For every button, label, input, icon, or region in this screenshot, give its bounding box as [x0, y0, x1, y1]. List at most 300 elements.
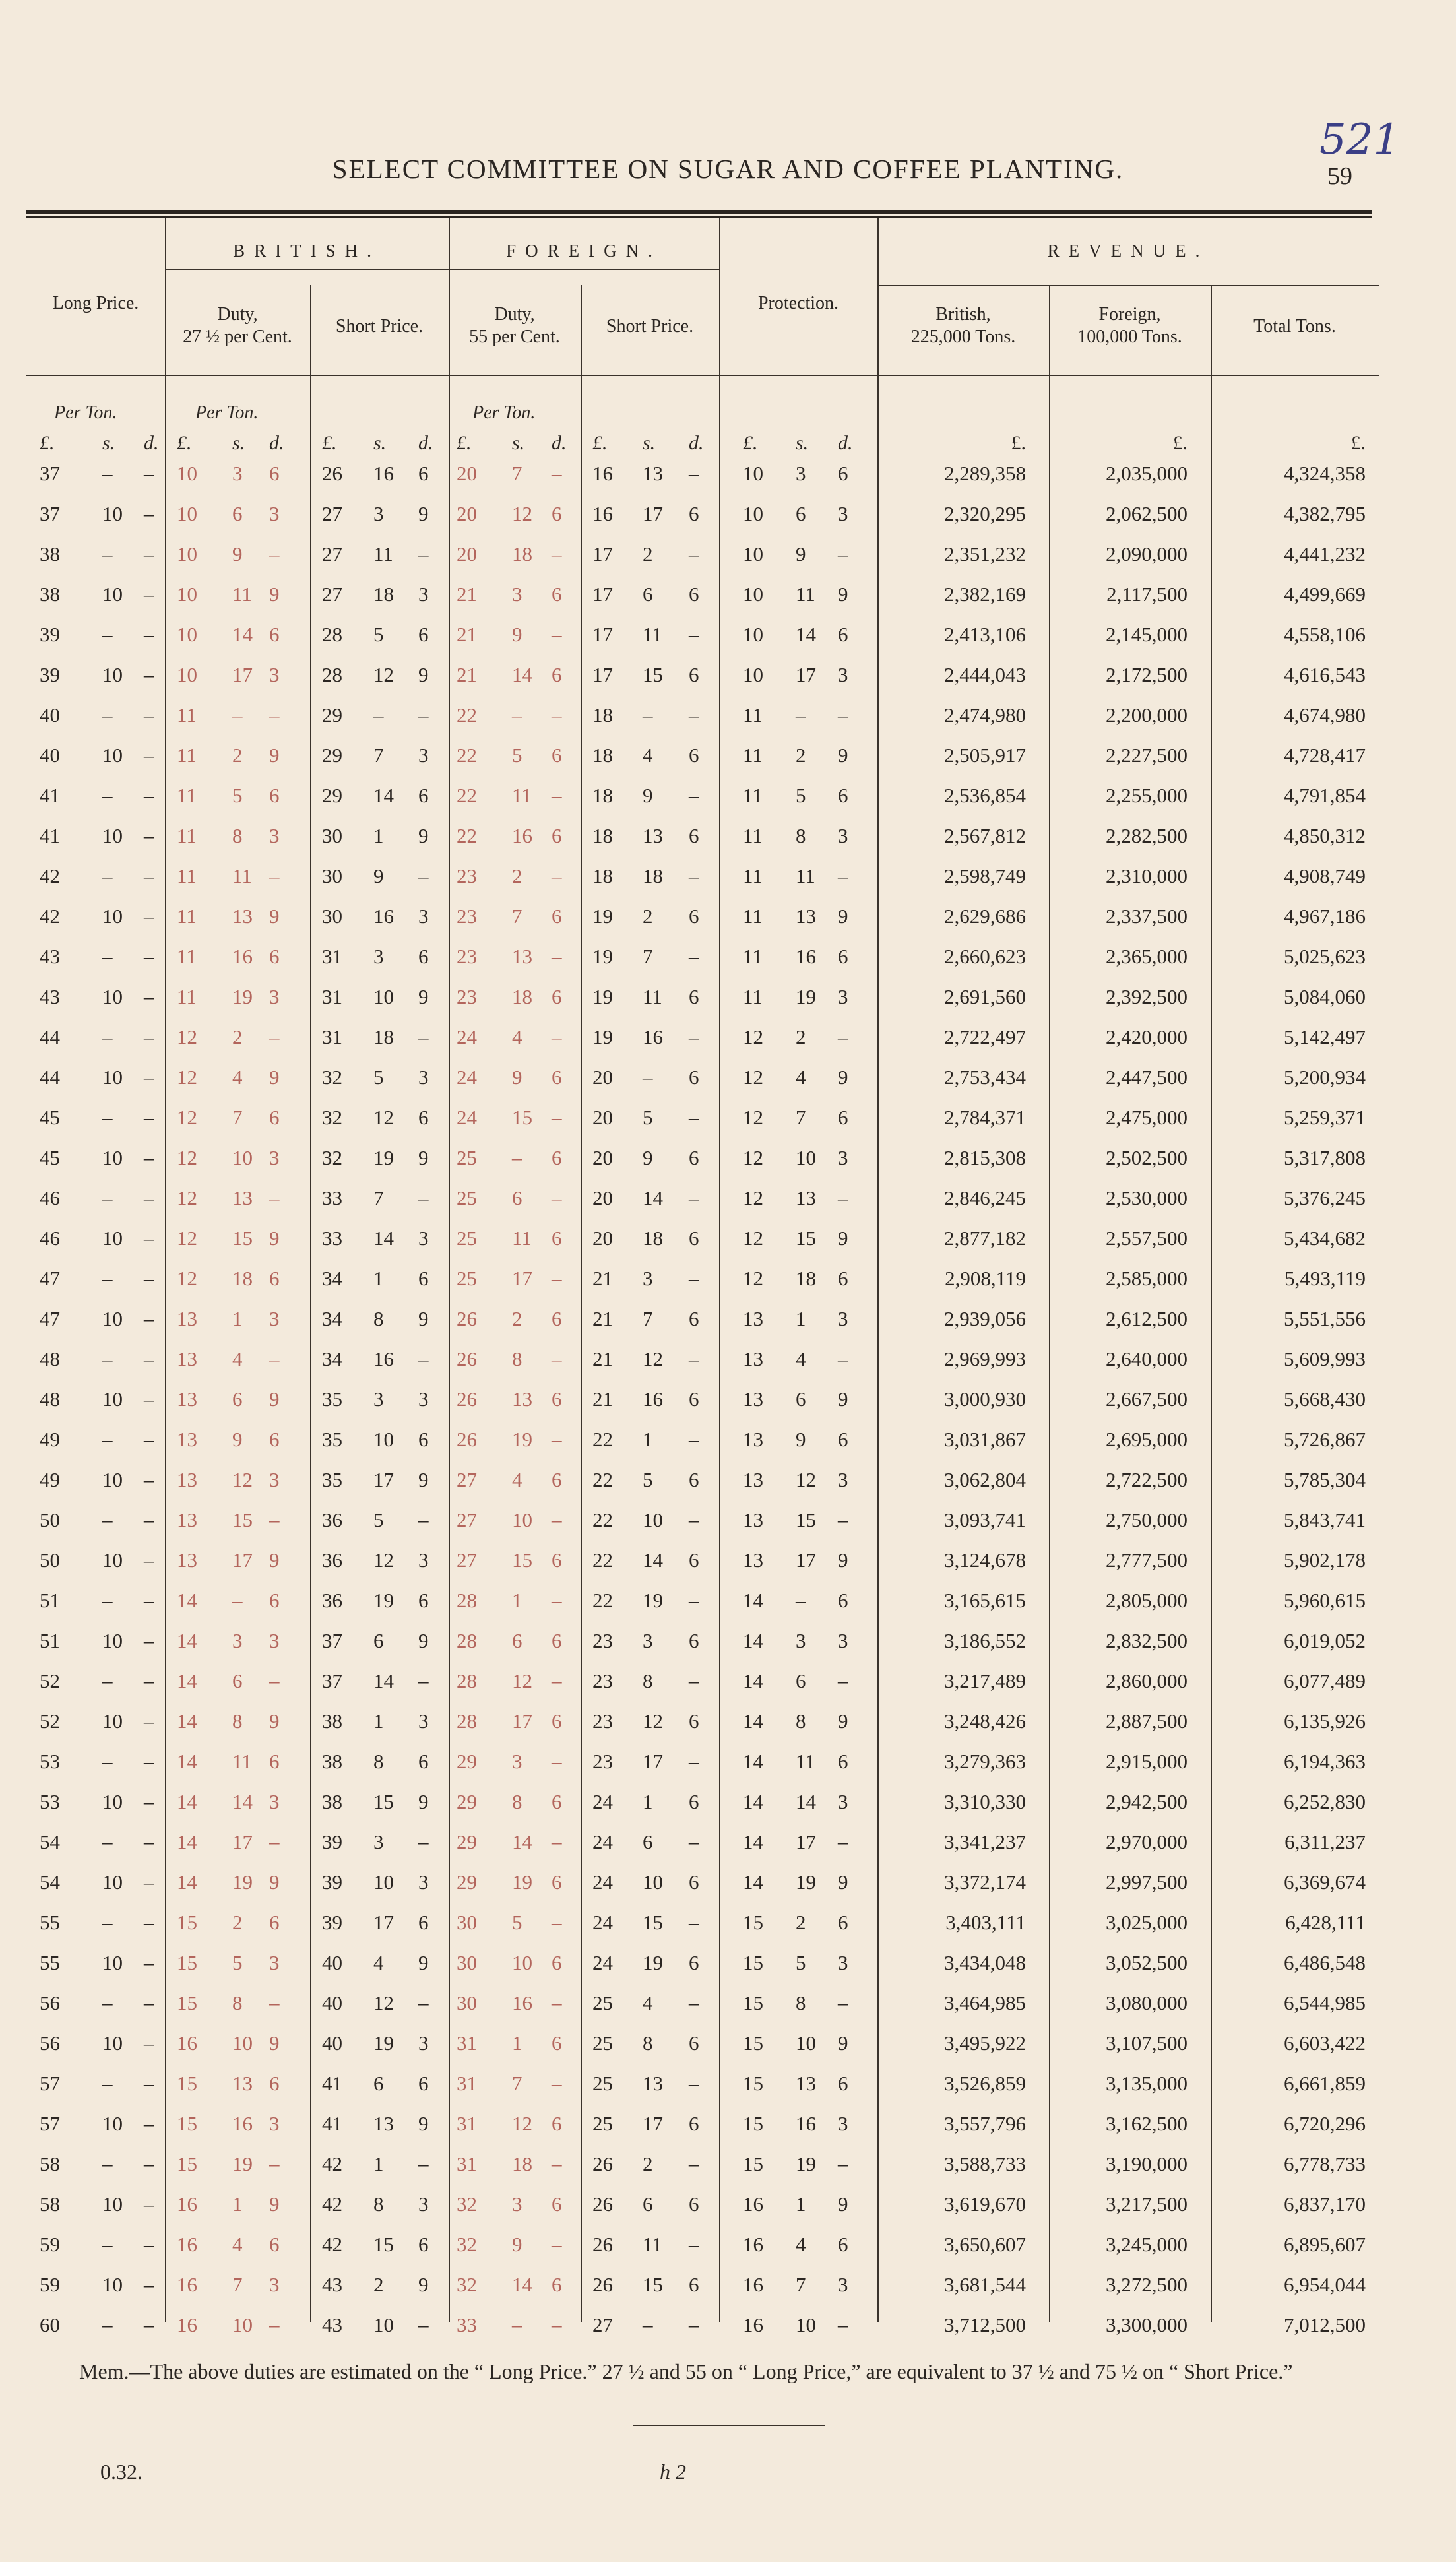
- cell-fs: 6: [689, 1468, 699, 1491]
- cell-pr: 7: [796, 2273, 806, 2296]
- cell-lp: 56: [40, 1991, 60, 2014]
- cell-fd: 30: [457, 1911, 477, 1934]
- cell-bs: –: [418, 1669, 429, 1692]
- cell-rb: 2,351,232: [944, 542, 1026, 565]
- cell-fs: 11: [643, 985, 662, 1008]
- cell-fs: 16: [592, 462, 613, 485]
- cell-rb: 3,372,174: [944, 1871, 1026, 1894]
- cell-fd: –: [552, 1025, 562, 1048]
- col-rule: [581, 285, 582, 2322]
- cell-lp: 53: [40, 1750, 60, 1773]
- cell-bd: 4: [232, 1347, 243, 1370]
- cell-pr: 9: [838, 1066, 848, 1089]
- cell-bd: –: [269, 2152, 280, 2175]
- cell-bs: –: [418, 1830, 429, 1853]
- cell-pr: 19: [796, 1871, 816, 1894]
- cell-tt: 4,382,795: [1284, 502, 1366, 525]
- handwritten-folio: 521: [1319, 115, 1401, 164]
- cell-pr: 10: [743, 462, 763, 485]
- cell-fd: –: [552, 2233, 562, 2256]
- cell-fd: 21: [457, 663, 477, 686]
- header-long-price: Long Price.: [52, 293, 139, 313]
- footer-sheet-number: 0.32.: [100, 2460, 142, 2483]
- cell-tt: 6,428,111: [1285, 1911, 1366, 1934]
- cell-tt: 5,960,615: [1284, 1589, 1366, 1612]
- cell-fd: 23: [457, 864, 477, 887]
- cell-bs: 35: [322, 1428, 342, 1451]
- cell-lp: –: [102, 1750, 113, 1773]
- cell-bd: 9: [269, 583, 280, 606]
- cell-tt: 6,895,607: [1284, 2233, 1366, 2256]
- cell-lp: –: [144, 502, 154, 525]
- cell-fs: 26: [592, 2193, 613, 2216]
- cell-bd: 6: [269, 1750, 280, 1773]
- cell-bs: 9: [418, 1307, 429, 1330]
- cell-tt: 5,551,556: [1284, 1307, 1366, 1330]
- currency-unit-label: £.: [592, 432, 608, 454]
- cell-fd: 31: [457, 2152, 477, 2175]
- cell-fd: 14: [512, 1830, 532, 1853]
- cell-bd: 15: [232, 1508, 253, 1531]
- cell-bd: 13: [177, 1388, 197, 1411]
- cell-fd: 25: [457, 1227, 477, 1250]
- cell-bs: 36: [322, 1549, 342, 1572]
- cell-rb: 2,846,245: [944, 1186, 1026, 1209]
- cell-fs: 3: [643, 1267, 653, 1290]
- cell-bd: 3: [232, 1629, 243, 1652]
- cell-rb: 3,712,500: [944, 2313, 1026, 2336]
- cell-bd: 15: [177, 1991, 197, 2014]
- cell-tt: 6,311,237: [1284, 1830, 1366, 1853]
- cell-lp: –: [144, 2233, 154, 2256]
- cell-fs: 22: [592, 1589, 613, 1612]
- cell-lp: 59: [40, 2273, 60, 2296]
- cell-bd: 7: [232, 2273, 243, 2296]
- cell-fd: 22: [457, 824, 477, 847]
- cell-lp: –: [144, 1669, 154, 1692]
- cell-bs: 42: [322, 2233, 342, 2256]
- cell-fs: 5: [643, 1106, 653, 1129]
- cell-fd: 2: [512, 864, 522, 887]
- cell-bs: 17: [373, 1911, 394, 1934]
- cell-lp: –: [102, 1830, 113, 1853]
- cell-fs: 6: [689, 2112, 699, 2135]
- cell-bd: 3: [269, 985, 280, 1008]
- cell-lp: 59: [40, 2233, 60, 2256]
- cell-rf: 2,365,000: [1106, 945, 1187, 968]
- cell-fs: 20: [592, 1146, 613, 1169]
- cell-bd: 3: [232, 462, 243, 485]
- cell-bd: 3: [269, 2112, 280, 2135]
- cell-pr: 10: [743, 502, 763, 525]
- cell-lp: –: [144, 2072, 154, 2095]
- cell-pr: 15: [743, 1911, 763, 1934]
- cell-fs: 18: [592, 824, 613, 847]
- cell-pr: –: [796, 703, 806, 726]
- cell-fs: 10: [643, 1508, 663, 1531]
- cell-pr: 13: [743, 1428, 763, 1451]
- cell-pr: 16: [743, 2313, 763, 2336]
- cell-fs: 6: [689, 1388, 699, 1411]
- cell-rf: 2,557,500: [1106, 1227, 1187, 1250]
- cell-pr: 15: [743, 2152, 763, 2175]
- cell-fd: 22: [457, 703, 477, 726]
- cell-bd: 11: [177, 945, 197, 968]
- cell-fd: 6: [552, 1468, 562, 1491]
- cell-lp: 45: [40, 1146, 60, 1169]
- cell-bs: 18: [373, 1025, 394, 1048]
- cell-bd: 9: [269, 905, 280, 928]
- cell-fd: 12: [512, 502, 532, 525]
- cell-lp: –: [144, 1428, 154, 1451]
- cell-bd: 10: [177, 502, 197, 525]
- cell-rf: 2,282,500: [1106, 824, 1187, 847]
- cell-pr: 10: [743, 663, 763, 686]
- cell-pr: 13: [796, 2072, 816, 2095]
- cell-fs: –: [689, 2233, 699, 2256]
- cell-rb: 3,588,733: [944, 2152, 1026, 2175]
- header-revenue-british-line2: 225,000 Tons.: [910, 327, 1016, 347]
- cell-bs: 3: [373, 1830, 384, 1853]
- cell-fd: 1: [512, 1589, 522, 1612]
- cell-fd: –: [512, 1146, 522, 1169]
- cell-pr: 3: [838, 663, 848, 686]
- cell-fs: 6: [689, 502, 699, 525]
- cell-fd: 31: [457, 2112, 477, 2135]
- cell-bd: 3: [269, 1468, 280, 1491]
- cell-fd: 6: [552, 1388, 562, 1411]
- cell-bs: –: [418, 703, 429, 726]
- cell-fd: 18: [512, 2152, 532, 2175]
- cell-rf: 2,750,000: [1106, 1508, 1187, 1531]
- cell-rb: 3,434,048: [944, 1951, 1026, 1974]
- cell-bs: 30: [322, 864, 342, 887]
- cell-bd: 12: [177, 1106, 197, 1129]
- cell-bd: –: [269, 2313, 280, 2336]
- cell-pr: 9: [838, 2193, 848, 2216]
- cell-bd: 11: [177, 744, 197, 767]
- cell-tt: 6,544,985: [1284, 1991, 1366, 2014]
- cell-bs: 27: [322, 583, 342, 606]
- cell-lp: –: [144, 824, 154, 847]
- cell-pr: –: [838, 2313, 848, 2336]
- cell-lp: –: [102, 2152, 113, 2175]
- cell-fd: 30: [457, 1951, 477, 1974]
- cell-pr: 14: [743, 1750, 763, 1773]
- cell-rf: 2,255,000: [1106, 784, 1187, 807]
- cell-pr: 8: [796, 1710, 806, 1733]
- cell-fd: 1: [512, 2032, 522, 2055]
- cell-bd: 14: [177, 1750, 197, 1773]
- cell-bd: 19: [232, 985, 253, 1008]
- cell-pr: 11: [743, 985, 763, 1008]
- cell-tt: 5,609,993: [1284, 1347, 1366, 1370]
- cell-pr: 15: [743, 2112, 763, 2135]
- cell-lp: –: [144, 1267, 154, 1290]
- cell-fd: 6: [552, 1871, 562, 1894]
- cell-fd: 24: [457, 1066, 477, 1089]
- cell-bs: 10: [373, 985, 394, 1008]
- cell-bs: 3: [418, 1227, 429, 1250]
- cell-lp: –: [144, 1871, 154, 1894]
- cell-fd: 17: [512, 1267, 532, 1290]
- cell-lp: –: [144, 1508, 154, 1531]
- cell-fs: 6: [689, 905, 699, 928]
- cell-fd: –: [552, 864, 562, 887]
- cell-bs: 9: [418, 1629, 429, 1652]
- cell-bs: 10: [373, 2313, 394, 2336]
- cell-bd: 13: [232, 1186, 253, 1209]
- cell-rb: 3,031,867: [944, 1428, 1026, 1451]
- header-foreign-short: Short Price.: [606, 316, 694, 336]
- cell-lp: 37: [40, 462, 60, 485]
- cell-tt: 6,077,489: [1284, 1669, 1366, 1692]
- cell-fs: –: [689, 623, 699, 646]
- cell-bs: 43: [322, 2313, 342, 2336]
- cell-bd: –: [269, 1347, 280, 1370]
- cell-fd: –: [552, 542, 562, 565]
- cell-pr: 11: [743, 864, 763, 887]
- cell-fd: 19: [512, 1428, 532, 1451]
- cell-bs: 34: [322, 1267, 342, 1290]
- cell-fd: 16: [512, 824, 532, 847]
- cell-pr: 15: [796, 1227, 816, 1250]
- cell-pr: 2: [796, 744, 806, 767]
- cell-pr: 13: [743, 1508, 763, 1531]
- cell-bs: 35: [322, 1388, 342, 1411]
- cell-fd: –: [552, 623, 562, 646]
- cell-bs: 8: [373, 2193, 384, 2216]
- cell-fs: 6: [689, 1227, 699, 1250]
- cell-bs: 40: [322, 2032, 342, 2055]
- cell-pr: –: [838, 2152, 848, 2175]
- cell-tt: 5,843,741: [1284, 1508, 1366, 1531]
- cell-pr: 15: [743, 2072, 763, 2095]
- cell-fd: 19: [512, 1871, 532, 1894]
- cell-tt: 5,025,623: [1284, 945, 1366, 968]
- cell-bs: 32: [322, 1146, 342, 1169]
- cell-fs: 16: [592, 502, 613, 525]
- cell-bd: 6: [269, 1589, 280, 1612]
- cell-rb: 3,000,930: [944, 1388, 1026, 1411]
- cell-rb: 2,660,623: [944, 945, 1026, 968]
- cell-lp: 10: [102, 1388, 123, 1411]
- cell-fd: 14: [512, 663, 532, 686]
- group-underline-revenue: [877, 285, 1379, 286]
- cell-fd: 27: [457, 1508, 477, 1531]
- cell-rb: 2,598,749: [944, 864, 1026, 887]
- cell-pr: 6: [838, 1267, 848, 1290]
- cell-fs: 2: [643, 2152, 653, 2175]
- cell-bs: 9: [418, 1790, 429, 1813]
- cell-pr: 6: [796, 1669, 806, 1692]
- currency-unit-label: s.: [643, 432, 656, 454]
- cell-bd: –: [269, 1186, 280, 1209]
- cell-lp: –: [102, 623, 113, 646]
- cell-pr: 11: [743, 905, 763, 928]
- cell-fd: 23: [457, 905, 477, 928]
- cell-fd: 6: [552, 1227, 562, 1250]
- header-rule-thin: [26, 216, 1372, 218]
- cell-bd: 16: [177, 2233, 197, 2256]
- cell-fd: 6: [552, 985, 562, 1008]
- cell-lp: –: [102, 1025, 113, 1048]
- cell-fd: –: [552, 1267, 562, 1290]
- cell-fs: 24: [592, 1871, 613, 1894]
- cell-bd: 6: [269, 462, 280, 485]
- cell-fd: 2: [512, 1307, 522, 1330]
- cell-fd: 26: [457, 1428, 477, 1451]
- cell-bs: 26: [322, 462, 342, 485]
- cell-fs: –: [643, 1066, 653, 1089]
- cell-fs: 6: [643, 583, 653, 606]
- cell-bd: 16: [177, 2273, 197, 2296]
- currency-unit-label: d.: [838, 432, 853, 454]
- cell-bd: 9: [269, 1388, 280, 1411]
- cell-fs: 18: [592, 864, 613, 887]
- cell-bd: 8: [232, 1710, 243, 1733]
- cell-pr: 9: [838, 2032, 848, 2055]
- cell-pr: 3: [838, 502, 848, 525]
- cell-bd: 13: [232, 905, 253, 928]
- cell-fs: 25: [592, 2032, 613, 2055]
- cell-rf: 2,585,000: [1106, 1267, 1187, 1290]
- header-total-tons: Total Tons.: [1253, 316, 1336, 336]
- cell-bs: 9: [418, 663, 429, 686]
- cell-lp: –: [102, 2233, 113, 2256]
- cell-pr: 9: [838, 583, 848, 606]
- cell-rf: 2,337,500: [1106, 905, 1187, 928]
- cell-bs: 6: [418, 1267, 429, 1290]
- cell-lp: –: [102, 1106, 113, 1129]
- cell-pr: 12: [743, 1186, 763, 1209]
- cell-lp: –: [102, 784, 113, 807]
- cell-lp: 10: [102, 1307, 123, 1330]
- cell-bs: 3: [373, 1388, 384, 1411]
- cell-pr: 4: [796, 1347, 806, 1370]
- cell-fd: 6: [552, 1710, 562, 1733]
- cell-fs: –: [689, 1508, 699, 1531]
- cell-bd: 6: [269, 945, 280, 968]
- cell-bd: 14: [177, 1589, 197, 1612]
- cell-pr: 9: [838, 1871, 848, 1894]
- cell-pr: –: [838, 1830, 848, 1853]
- cell-lp: 10: [102, 1790, 123, 1813]
- header-revenue-foreign-line1: Foreign,: [1098, 304, 1161, 325]
- cell-lp: 47: [40, 1267, 60, 1290]
- cell-rb: 2,753,434: [944, 1066, 1026, 1089]
- cell-lp: 37: [40, 502, 60, 525]
- cell-lp: –: [144, 703, 154, 726]
- cell-bs: 42: [322, 2152, 342, 2175]
- cell-fs: 2: [643, 905, 653, 928]
- cell-fs: 18: [643, 864, 663, 887]
- cell-bs: –: [418, 2313, 429, 2336]
- cell-rf: 2,695,000: [1106, 1428, 1187, 1451]
- cell-fs: 21: [592, 1307, 613, 1330]
- cell-lp: 41: [40, 784, 60, 807]
- cell-tt: 4,908,749: [1284, 864, 1366, 887]
- cell-pr: 19: [796, 985, 816, 1008]
- col-rule: [719, 218, 720, 2322]
- cell-bd: 2: [232, 1911, 243, 1934]
- cell-bs: 2: [373, 2273, 384, 2296]
- cell-fs: 17: [592, 542, 613, 565]
- cell-fs: 9: [643, 1146, 653, 1169]
- cell-fs: 23: [592, 1669, 613, 1692]
- cell-fd: 3: [512, 1750, 522, 1773]
- cell-lp: –: [102, 864, 113, 887]
- cell-fd: 20: [457, 502, 477, 525]
- cell-fd: –: [552, 1991, 562, 2014]
- cell-bs: 39: [322, 1830, 342, 1853]
- cell-bs: 16: [373, 462, 394, 485]
- cell-bs: 18: [373, 583, 394, 606]
- cell-lp: –: [144, 1911, 154, 1934]
- unit-per-ton-foreign: Per Ton.: [472, 402, 536, 423]
- cell-bs: 13: [373, 2112, 394, 2135]
- cell-bd: 3: [269, 1790, 280, 1813]
- cell-bd: 15: [177, 1951, 197, 1974]
- cell-bs: 12: [373, 1991, 394, 2014]
- cell-rf: 2,172,500: [1106, 663, 1187, 686]
- cell-bs: 6: [418, 945, 429, 968]
- cell-fd: –: [552, 1830, 562, 1853]
- cell-lp: 57: [40, 2072, 60, 2095]
- cell-fd: 24: [457, 1106, 477, 1129]
- cell-bs: 7: [373, 1186, 384, 1209]
- cell-rb: 2,969,993: [944, 1347, 1026, 1370]
- cell-pr: 3: [838, 2112, 848, 2135]
- cell-fs: 6: [689, 583, 699, 606]
- table-row: [0, 2313, 1456, 2361]
- cell-fs: –: [689, 945, 699, 968]
- cell-fd: 11: [512, 1227, 532, 1250]
- cell-bs: 3: [418, 1549, 429, 1572]
- cell-rf: 2,227,500: [1106, 744, 1187, 767]
- cell-fd: –: [552, 1589, 562, 1612]
- cell-fd: 25: [457, 1267, 477, 1290]
- currency-unit-label: d.: [418, 432, 433, 454]
- cell-bs: 19: [373, 1589, 394, 1612]
- cell-rf: 2,090,000: [1106, 542, 1187, 565]
- cell-lp: –: [144, 1025, 154, 1048]
- cell-bd: 12: [232, 1468, 253, 1491]
- cell-fs: –: [689, 1347, 699, 1370]
- cell-rb: 2,505,917: [944, 744, 1026, 767]
- cell-bs: 9: [418, 1146, 429, 1169]
- cell-fs: 1: [643, 1790, 653, 1813]
- cell-lp: 10: [102, 502, 123, 525]
- cell-fd: 25: [457, 1186, 477, 1209]
- cell-rf: 3,107,500: [1106, 2032, 1187, 2055]
- cell-bd: 6: [269, 2072, 280, 2095]
- cell-tt: 4,967,186: [1284, 905, 1366, 928]
- cell-fs: 15: [643, 663, 663, 686]
- cell-bs: 6: [418, 1911, 429, 1934]
- cell-fd: 4: [512, 1468, 522, 1491]
- cell-bs: 43: [322, 2273, 342, 2296]
- cell-bs: 28: [322, 663, 342, 686]
- cell-bd: 18: [232, 1267, 253, 1290]
- cell-lp: 39: [40, 623, 60, 646]
- cell-pr: 6: [838, 1106, 848, 1129]
- cell-lp: 45: [40, 1106, 60, 1129]
- cell-bd: 6: [269, 1106, 280, 1129]
- cell-pr: 1: [796, 2193, 806, 2216]
- cell-fd: 22: [457, 784, 477, 807]
- cell-pr: 12: [743, 1025, 763, 1048]
